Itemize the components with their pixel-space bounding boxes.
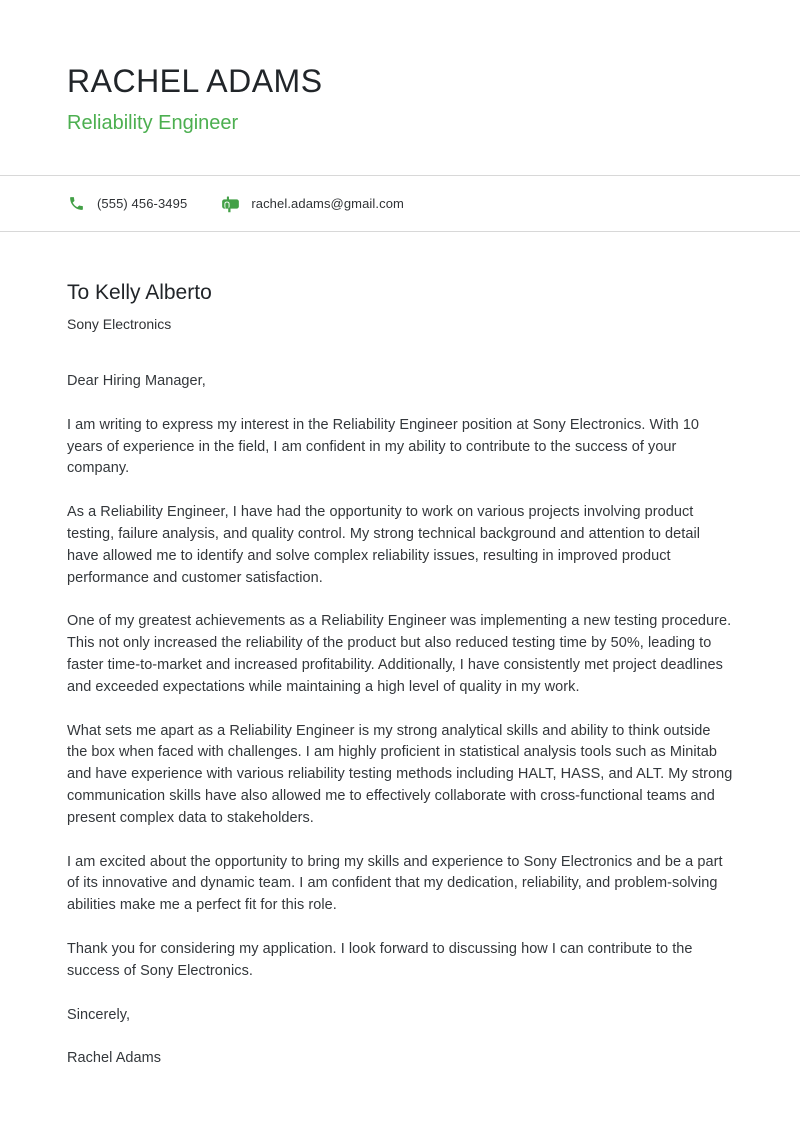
contact-bar	[0, 175, 800, 232]
letter-paragraph: I am writing to express my interest in the Reliability Engineer position at Sony Electronics. With 10 years of experience in the field, I am confident in my ability to contribute to the success of your company.	[67, 416, 700, 477]
signature: Rachel Adams	[67, 1050, 162, 1067]
phone-contact-item	[67, 194, 187, 213]
letter-header	[0, 62, 800, 136]
applicant-name: RACHEL ADAMS	[67, 63, 323, 99]
applicant-job-title: Reliability Engineer	[67, 112, 239, 135]
phone-number: (555) 456-3495	[97, 196, 188, 212]
letter-paragraph: Thank you for considering my application. I look forward to discussing how I can contribute to the success of Sony Electronics.	[67, 940, 693, 979]
recipient-company: Sony Electronics	[67, 315, 172, 332]
letter-paragraph: One of my greatest achievements as a Reliability Engineer was implementing a new testing procedure. This not only increased the reliability of the product but also reduced testing time by 50%, leading to faster time-to-market and increased profitability. Additionally, I have consistently met project deadlines and exceeded expectations while maintaining a high level of quality in my work.	[67, 613, 732, 695]
letter-paragraph: As a Reliability Engineer, I have had the opportunity to work on various projects involving product testing, failure analysis, and quality control. My strong technical background and attention to detail have allowed me to identify and solve complex reliability issues, resulting in improved product performance and customer satisfaction.	[67, 504, 700, 586]
letter-paragraph: I am excited about the opportunity to bring my skills and experience to Sony Electronics and be a part of its innovative and dynamic team. I am confident that my dedication, reliability, and problem-solving abilities make me a perfect fit for this role.	[67, 853, 723, 914]
letter-body	[0, 371, 800, 1070]
phone-icon	[67, 194, 86, 213]
closing: Sincerely,	[67, 1006, 131, 1023]
letter-paragraph: What sets me apart as a Reliability Engineer is my strong analytical skills and ability to think outside the box when faced with challenges. I am highly proficient in statistical analysis tools such as Minitab and have experience with various reliability testing methods including HALT, HASS, and ALT. My strong communication skills have also allowed me to effectively collaborate with cross-functional teams and present complex data to stakeholders.	[67, 722, 733, 826]
email-address: rachel.adams@gmail.com	[251, 196, 404, 212]
mailbox-icon	[221, 194, 240, 213]
recipient-block	[0, 279, 800, 334]
salutation: Dear Hiring Manager,	[67, 372, 206, 389]
recipient-name: To Kelly Alberto	[67, 281, 212, 305]
email-contact-item	[221, 194, 404, 213]
